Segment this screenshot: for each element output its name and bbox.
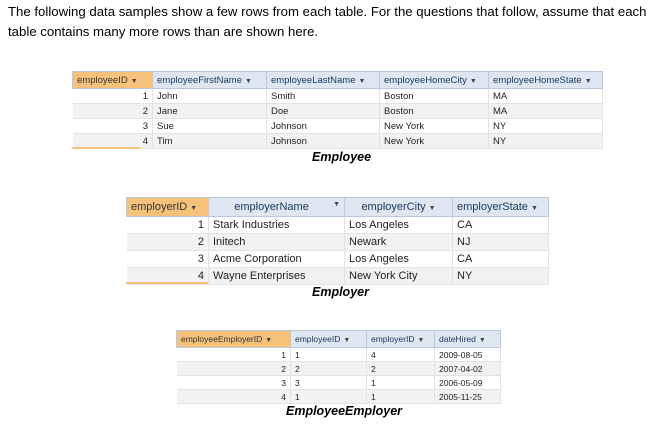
table-cell[interactable]: Sue bbox=[153, 119, 267, 134]
table-cell[interactable]: 3 bbox=[177, 376, 291, 390]
table-cell[interactable]: 1 bbox=[73, 89, 153, 104]
selection-indicator bbox=[126, 282, 208, 284]
table-cell[interactable]: 1 bbox=[127, 217, 209, 234]
table-cell[interactable]: John bbox=[153, 89, 267, 104]
table-cell[interactable]: 2 bbox=[177, 362, 291, 376]
column-header-employercity[interactable] bbox=[345, 198, 453, 217]
table-cell[interactable]: 2 bbox=[291, 362, 367, 376]
column-header-employeehomestate[interactable] bbox=[489, 72, 603, 89]
intro-paragraph: The following data samples show a few rows from each table. For the questions that follow, assume that each table contains many more rows than are shown here. bbox=[8, 4, 647, 39]
table-cell[interactable]: CA bbox=[453, 251, 549, 268]
column-header-label: employeeHomeState bbox=[493, 74, 582, 86]
table-cell[interactable]: Acme Corporation bbox=[209, 251, 345, 268]
table-cell[interactable]: Newark bbox=[345, 234, 453, 251]
dropdown-arrow-icon[interactable]: ▼ bbox=[428, 205, 436, 212]
column-header-label: employerState bbox=[457, 201, 528, 213]
column-header-label: employeeEmployerID bbox=[181, 334, 263, 344]
table-cell[interactable]: 2 bbox=[127, 234, 209, 251]
table-cell[interactable]: 1 bbox=[291, 390, 367, 404]
table-cell[interactable]: Tim bbox=[153, 134, 267, 149]
table-cell[interactable]: Wayne Enterprises bbox=[209, 268, 345, 285]
column-header-label: dateHired bbox=[439, 334, 476, 344]
column-header-label: employerName bbox=[234, 201, 309, 213]
table-cell[interactable]: 4 bbox=[177, 390, 291, 404]
column-header-employeehomecity[interactable] bbox=[380, 72, 489, 89]
column-header-label: employeeLastName bbox=[271, 74, 356, 86]
table-cell[interactable]: 1 bbox=[367, 390, 435, 404]
table-cell[interactable]: 2005-11-25 bbox=[435, 390, 501, 404]
table-cell[interactable]: NY bbox=[453, 268, 549, 285]
table-caption-employee: Employee bbox=[312, 150, 372, 164]
table-cell[interactable]: NJ bbox=[453, 234, 549, 251]
table-cell[interactable]: CA bbox=[453, 217, 549, 234]
dropdown-arrow-icon[interactable]: ▼ bbox=[343, 337, 351, 344]
column-header-label: employeeHomeCity bbox=[384, 74, 467, 86]
employer-table bbox=[126, 197, 549, 285]
table-cell[interactable]: Johnson bbox=[267, 119, 380, 134]
table-row bbox=[177, 376, 501, 390]
table-cell[interactable]: New York City bbox=[345, 268, 453, 285]
employeeemployer-table bbox=[176, 330, 501, 404]
table-cell[interactable]: Stark Industries bbox=[209, 217, 345, 234]
table-cell[interactable]: 4 bbox=[367, 348, 435, 362]
selection-indicator bbox=[72, 147, 140, 149]
table-cell[interactable]: Los Angeles bbox=[345, 251, 453, 268]
table-row bbox=[73, 89, 603, 104]
column-header-employerid[interactable] bbox=[127, 198, 209, 217]
column-header-label: employeeID bbox=[295, 334, 341, 344]
column-header-employerstate[interactable] bbox=[453, 198, 549, 217]
employee-table bbox=[72, 71, 603, 149]
dropdown-arrow-icon[interactable]: ▼ bbox=[265, 337, 273, 344]
table-cell[interactable]: New York bbox=[380, 119, 489, 134]
dropdown-arrow-icon[interactable]: ▼ bbox=[333, 201, 340, 208]
table-caption-employeeemployer: EmployeeEmployer bbox=[286, 404, 403, 418]
table-row bbox=[73, 104, 603, 119]
dropdown-arrow-icon[interactable]: ▼ bbox=[478, 337, 486, 344]
table-row bbox=[73, 119, 603, 134]
column-header-employeeemployerid[interactable] bbox=[177, 331, 291, 348]
column-header-employeelastname[interactable] bbox=[267, 72, 380, 89]
table-cell[interactable]: Initech bbox=[209, 234, 345, 251]
table-cell[interactable]: 3 bbox=[291, 376, 367, 390]
table-row bbox=[177, 348, 501, 362]
table-row bbox=[73, 134, 603, 149]
table-row bbox=[127, 251, 549, 268]
table-row bbox=[127, 217, 549, 234]
table-cell[interactable]: 1 bbox=[291, 348, 367, 362]
dropdown-arrow-icon[interactable]: ▼ bbox=[130, 77, 138, 85]
table-cell[interactable]: MA bbox=[489, 89, 603, 104]
table-cell[interactable]: 2 bbox=[367, 362, 435, 376]
table-cell[interactable]: 3 bbox=[73, 119, 153, 134]
table-cell[interactable]: Doe bbox=[267, 104, 380, 119]
table-cell[interactable]: 3 bbox=[127, 251, 209, 268]
table-cell[interactable]: NY bbox=[489, 134, 603, 149]
table-cell[interactable]: Boston bbox=[380, 104, 489, 119]
table-cell[interactable]: Smith bbox=[267, 89, 380, 104]
column-header-label: employerID bbox=[371, 334, 415, 344]
table-cell[interactable]: MA bbox=[489, 104, 603, 119]
table-cell[interactable]: 2 bbox=[73, 104, 153, 119]
column-header-employerid[interactable] bbox=[367, 331, 435, 348]
table-cell[interactable]: NY bbox=[489, 119, 603, 134]
header-row bbox=[177, 331, 501, 348]
table-row bbox=[127, 234, 549, 251]
table-cell[interactable]: Jane bbox=[153, 104, 267, 119]
column-header-label: employerCity bbox=[361, 201, 426, 213]
table-caption-employer: Employer bbox=[312, 285, 369, 299]
table-cell[interactable]: Boston bbox=[380, 89, 489, 104]
table-cell[interactable]: 4 bbox=[127, 268, 209, 285]
column-header-employername[interactable] bbox=[209, 198, 345, 217]
column-header-employeeid[interactable] bbox=[291, 331, 367, 348]
column-header-label: employerID bbox=[131, 201, 188, 213]
column-header-employeefirstname[interactable] bbox=[153, 72, 267, 89]
table-cell[interactable]: New York bbox=[380, 134, 489, 149]
column-header-employeeid[interactable] bbox=[73, 72, 153, 89]
table-cell[interactable]: 2009-08-05 bbox=[435, 348, 501, 362]
column-header-datehired[interactable] bbox=[435, 331, 501, 348]
dropdown-arrow-icon[interactable]: ▼ bbox=[530, 205, 538, 212]
table-cell[interactable]: Johnson bbox=[267, 134, 380, 149]
dropdown-arrow-icon[interactable]: ▼ bbox=[190, 205, 198, 212]
table-cell[interactable]: 1 bbox=[177, 348, 291, 362]
dropdown-arrow-icon[interactable]: ▼ bbox=[469, 77, 477, 85]
dropdown-arrow-icon[interactable]: ▼ bbox=[417, 337, 425, 344]
table-cell[interactable]: 1 bbox=[367, 376, 435, 390]
dropdown-arrow-icon[interactable]: ▼ bbox=[245, 77, 252, 85]
table-cell[interactable]: Los Angeles bbox=[345, 217, 453, 234]
dropdown-arrow-icon[interactable]: ▼ bbox=[584, 77, 592, 85]
table-cell[interactable]: 2006-05-09 bbox=[435, 376, 501, 390]
table-row bbox=[177, 362, 501, 376]
header-row bbox=[73, 72, 603, 89]
table-cell[interactable]: 4 bbox=[73, 134, 153, 149]
header-row bbox=[127, 198, 549, 217]
dropdown-arrow-icon[interactable]: ▼ bbox=[358, 77, 366, 85]
column-header-label: employeeID bbox=[77, 74, 128, 86]
table-row bbox=[177, 390, 501, 404]
column-header-label: employeeFirstName bbox=[157, 74, 242, 86]
table-cell[interactable]: 2007-04-02 bbox=[435, 362, 501, 376]
